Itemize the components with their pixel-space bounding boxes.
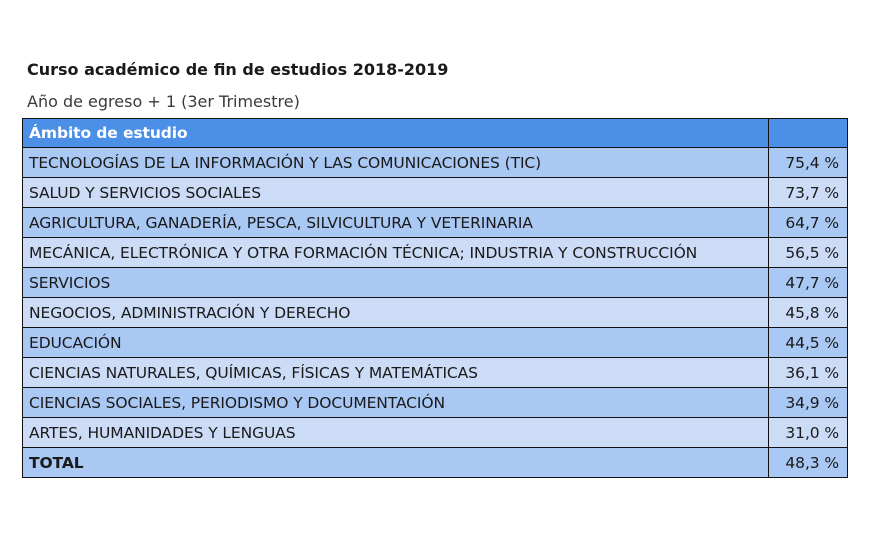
row-label: EDUCACIÓN (23, 328, 769, 358)
row-label: ARTES, HUMANIDADES Y LENGUAS (23, 418, 769, 448)
row-value: 34,9 % (769, 388, 848, 418)
row-label: AGRICULTURA, GANADERÍA, PESCA, SILVICULTURA Y VETERINARIA (23, 208, 769, 238)
row-value: 47,7 % (769, 268, 848, 298)
page-subtitle: Año de egreso + 1 (3er Trimestre) (27, 92, 300, 111)
row-label: CIENCIAS NATURALES, QUÍMICAS, FÍSICAS Y MATEMÁTICAS (23, 358, 769, 388)
table-row (23, 298, 848, 328)
table-row (23, 358, 848, 388)
table-row (23, 418, 848, 448)
row-value: 56,5 % (769, 238, 848, 268)
row-label: CIENCIAS SOCIALES, PERIODISMO Y DOCUMENTACIÓN (23, 388, 769, 418)
total-value: 48,3 % (769, 448, 848, 478)
row-label: SERVICIOS (23, 268, 769, 298)
column-header-field: Ámbito de estudio (23, 119, 769, 148)
column-header-value (769, 119, 848, 148)
table-header-row (23, 119, 848, 148)
row-value: 44,5 % (769, 328, 848, 358)
row-value: 64,7 % (769, 208, 848, 238)
total-row (23, 448, 848, 478)
row-value: 36,1 % (769, 358, 848, 388)
row-label: NEGOCIOS, ADMINISTRACIÓN Y DERECHO (23, 298, 769, 328)
table-row (23, 238, 848, 268)
total-label: TOTAL (23, 448, 769, 478)
row-label: TECNOLOGÍAS DE LA INFORMACIÓN Y LAS COMUNICACIONES (TIC) (23, 148, 769, 178)
row-label: SALUD Y SERVICIOS SOCIALES (23, 178, 769, 208)
page-title: Curso académico de fin de estudios 2018-2019 (27, 60, 449, 79)
employment-rate-table (22, 118, 848, 478)
table-row (23, 388, 848, 418)
table-row (23, 328, 848, 358)
row-value: 31,0 % (769, 418, 848, 448)
table-row (23, 178, 848, 208)
row-value: 75,4 % (769, 148, 848, 178)
row-value: 73,7 % (769, 178, 848, 208)
table-row (23, 148, 848, 178)
table-row (23, 268, 848, 298)
table-row (23, 208, 848, 238)
row-value: 45,8 % (769, 298, 848, 328)
row-label: MECÁNICA, ELECTRÓNICA Y OTRA FORMACIÓN TÉCNICA; INDUSTRIA Y CONSTRUCCIÓN (23, 238, 769, 268)
